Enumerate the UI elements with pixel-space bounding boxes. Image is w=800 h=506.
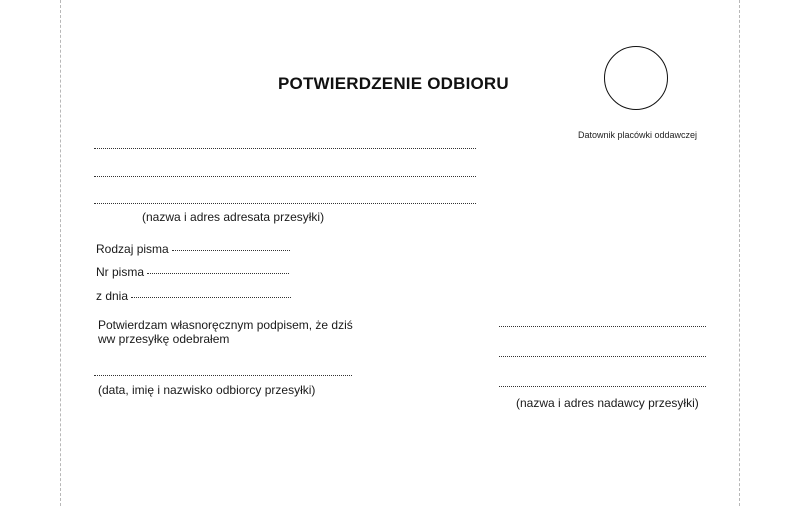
letter-number-input-line[interactable] — [147, 273, 289, 274]
letter-type-field — [96, 242, 290, 256]
date-label: z dnia — [96, 289, 129, 303]
date-field — [96, 289, 291, 303]
addressee-caption: (nazwa i adres adresata przesyłki) — [142, 210, 325, 224]
addressee-line-1[interactable] — [94, 148, 476, 149]
postmark-caption: Datownik placówki oddawczej — [578, 130, 698, 140]
addressee-line-3[interactable] — [94, 203, 476, 204]
letter-number-field — [96, 265, 289, 279]
letter-type-label: Rodzaj pisma — [96, 242, 169, 256]
sender-line-1[interactable] — [499, 326, 706, 327]
right-cut-line — [739, 0, 740, 506]
confirmation-line-2: ww przesyłkę odebrałem — [98, 332, 230, 346]
sender-line-3[interactable] — [499, 386, 706, 387]
addressee-line-2[interactable] — [94, 176, 476, 177]
sender-line-2[interactable] — [499, 356, 706, 357]
form-title: POTWIERDZENIE ODBIORU — [278, 74, 509, 93]
recipient-caption: (data, imię i nazwisko odbiorcy przesyłki) — [98, 383, 316, 397]
sender-caption: (nazwa i adres nadawcy przesyłki) — [516, 396, 699, 410]
confirmation-line-1: Potwierdzam własnoręcznym podpisem, że dziś — [98, 318, 353, 332]
recipient-signature-line[interactable] — [94, 375, 352, 376]
letter-number-label: Nr pisma — [96, 265, 145, 279]
date-input-line[interactable] — [131, 297, 291, 298]
postmark-circle — [604, 46, 668, 110]
letter-type-input-line[interactable] — [172, 250, 290, 251]
left-cut-line — [60, 0, 61, 506]
